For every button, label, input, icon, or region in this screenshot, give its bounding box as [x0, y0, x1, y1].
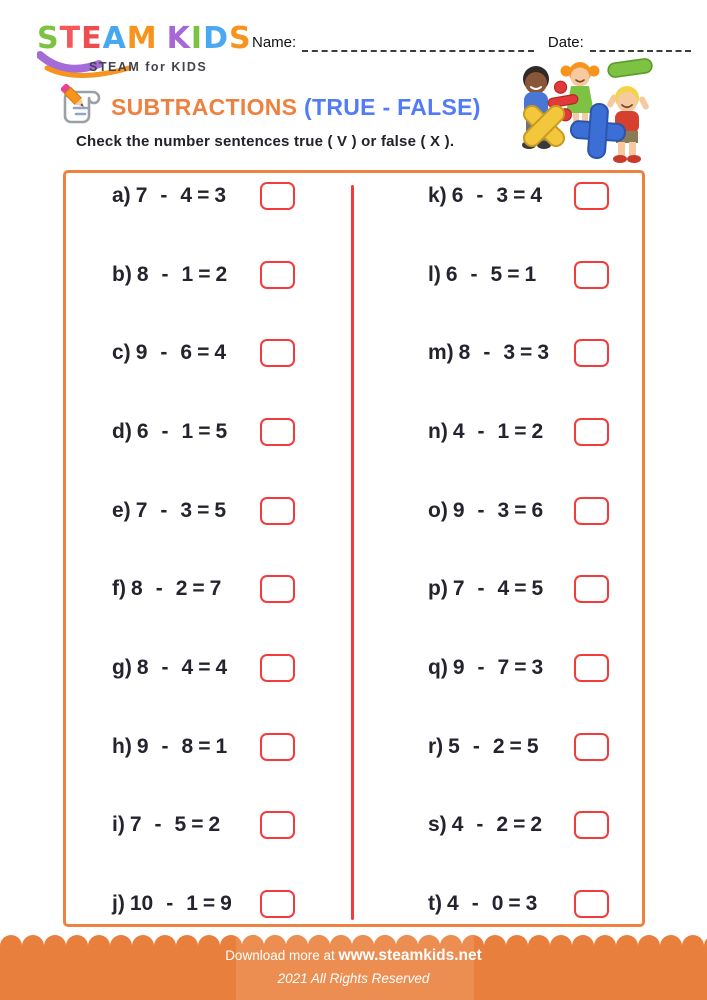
problem-label: n) — [428, 419, 448, 443]
subtrahend: 4 — [180, 184, 193, 207]
minus-sign: - — [161, 262, 169, 286]
minuend: 8 — [131, 577, 143, 601]
equals-sign: = — [198, 419, 211, 443]
logo-letter: T — [59, 21, 82, 56]
minuend: 9 — [135, 341, 148, 365]
problem-label: i) — [112, 813, 125, 837]
page-title — [111, 94, 481, 121]
answer-checkbox[interactable] — [574, 418, 609, 446]
minus-sign: - — [166, 891, 174, 915]
minuend: 5 — [448, 734, 460, 758]
problem-label: l) — [428, 262, 441, 286]
problem-row — [112, 732, 295, 762]
subtrahend: 2 — [496, 813, 509, 837]
equals-sign: = — [514, 655, 527, 679]
problem-row — [428, 653, 609, 683]
answer-checkbox[interactable] — [260, 811, 295, 839]
minuend: 8 — [136, 262, 149, 286]
equals-sign: = — [198, 262, 211, 286]
kids-math-illustration — [513, 58, 655, 165]
subtrahend: 5 — [490, 262, 503, 286]
problem-expression — [112, 263, 227, 287]
problem-expression — [112, 577, 221, 601]
answer-checkbox[interactable] — [260, 575, 295, 603]
subtrahend: 0 — [491, 891, 504, 915]
subtrahend: 4 — [497, 577, 510, 601]
answer-checkbox[interactable] — [260, 182, 295, 210]
minuend: 8 — [136, 655, 149, 679]
stated-result: 2 — [530, 813, 543, 837]
subtrahend: 1 — [181, 262, 194, 286]
stated-result: 6 — [531, 498, 544, 522]
stated-result: 4 — [214, 341, 227, 365]
stated-result: 1 — [524, 262, 537, 286]
problem-expression — [112, 341, 226, 365]
stated-result: 3 — [525, 891, 538, 915]
minuend: 7 — [129, 813, 142, 837]
problem-label: t) — [428, 891, 442, 915]
problem-label: h) — [112, 734, 132, 758]
answer-checkbox[interactable] — [574, 654, 609, 682]
problem-row — [112, 417, 295, 447]
problem-label: j) — [112, 891, 125, 915]
equals-sign: = — [508, 891, 521, 915]
problem-expression — [428, 735, 539, 759]
stated-result: 7 — [209, 577, 222, 601]
minus-sign: - — [483, 341, 491, 365]
equals-sign: = — [520, 341, 533, 365]
logo-wordmark — [37, 21, 252, 56]
minus-sign: - — [477, 577, 485, 601]
minus-sign: - — [155, 577, 163, 601]
stated-result: 2 — [208, 813, 221, 837]
footer-copyright: 2021 All Rights Reserved — [277, 971, 430, 986]
title-suffix: (TRUE - FALSE) — [304, 94, 481, 120]
problem-expression — [112, 184, 226, 208]
problem-label: s) — [428, 813, 447, 837]
stated-result: 1 — [215, 734, 228, 758]
subtrahend: 1 — [186, 891, 198, 915]
minuend: 7 — [135, 498, 148, 522]
stated-result: 2 — [215, 262, 228, 286]
subtrahend: 1 — [497, 419, 510, 443]
equals-sign: = — [507, 262, 520, 286]
subtrahend: 7 — [497, 655, 510, 679]
stated-result: 2 — [531, 419, 544, 443]
minus-sign: - — [470, 262, 478, 286]
minus-sign: - — [477, 498, 485, 522]
equals-sign: = — [514, 419, 527, 443]
answer-checkbox[interactable] — [574, 811, 609, 839]
minus-sign: - — [160, 341, 168, 365]
problem-expression — [112, 499, 226, 523]
problem-expression — [112, 420, 227, 444]
stated-result: 5 — [214, 498, 227, 522]
stated-result: 4 — [215, 655, 228, 679]
logo-letter: A — [102, 21, 127, 56]
logo-subtext: STEAM for KIDS — [89, 60, 208, 74]
equals-sign: = — [197, 184, 210, 207]
logo-letter: I — [190, 21, 204, 56]
steamkids-logo — [37, 21, 252, 74]
title-main: SUBTRACTIONS — [111, 94, 298, 120]
equals-sign: = — [191, 813, 204, 837]
problem-row — [428, 810, 609, 840]
minus-sign: - — [160, 184, 168, 207]
problem-expression — [428, 420, 543, 444]
problem-row — [428, 496, 609, 526]
problem-row — [428, 574, 609, 604]
minus-sign: - — [472, 734, 480, 758]
minus-sign: - — [154, 813, 162, 837]
problem-row — [112, 260, 295, 290]
instruction-text: Check the number sentences true ( V ) or false ( X ). — [76, 133, 455, 150]
stated-result: 5 — [531, 577, 544, 601]
stated-result: 3 — [537, 341, 549, 365]
problem-expression — [428, 656, 543, 680]
problem-expression — [428, 499, 543, 523]
minuend: 8 — [458, 341, 471, 365]
problem-expression — [428, 341, 549, 365]
stated-result: 5 — [526, 734, 539, 758]
answer-checkbox[interactable] — [260, 261, 295, 289]
logo-letter: M — [126, 21, 158, 56]
minus-sign: - — [477, 419, 485, 443]
equals-sign: = — [513, 184, 526, 207]
subtrahend: 3 — [503, 341, 516, 365]
problem-label: p) — [428, 577, 448, 601]
equals-sign: = — [514, 498, 527, 522]
minuend: 9 — [452, 655, 465, 679]
header-fields — [252, 34, 691, 52]
answer-checkbox[interactable] — [260, 418, 295, 446]
answer-checkbox[interactable] — [574, 733, 609, 761]
footer-website-link[interactable]: www.steamkids.net — [338, 947, 482, 964]
answer-checkbox[interactable] — [574, 182, 609, 210]
minus-sign: - — [477, 655, 485, 679]
problem-row — [112, 496, 295, 526]
minus-sign: - — [476, 813, 484, 837]
logo-letter: E — [81, 21, 103, 56]
subtrahend: 5 — [174, 813, 187, 837]
problem-label: k) — [428, 184, 447, 207]
problem-expression — [428, 813, 542, 837]
subtrahend: 8 — [181, 734, 194, 758]
problem-label: o) — [428, 498, 448, 522]
minus-sign: - — [476, 184, 484, 207]
problems-column-right — [428, 181, 609, 919]
stated-result: 3 — [531, 655, 544, 679]
answer-checkbox[interactable] — [260, 654, 295, 682]
answer-checkbox[interactable] — [260, 733, 295, 761]
equals-sign: = — [198, 734, 211, 758]
problem-label: f) — [112, 577, 126, 601]
minus-sign: - — [161, 734, 169, 758]
subtrahend: 4 — [181, 655, 194, 679]
minuend: 4 — [452, 419, 465, 443]
problem-expression — [112, 735, 227, 759]
minuend: 6 — [451, 184, 464, 207]
problem-row — [112, 338, 295, 368]
logo-letter: S — [228, 21, 252, 56]
minuend: 4 — [447, 891, 459, 915]
problem-label: g) — [112, 655, 132, 679]
problem-row — [428, 889, 609, 919]
equals-sign: = — [192, 577, 205, 601]
equals-sign: = — [198, 655, 211, 679]
equals-sign: = — [197, 498, 210, 522]
answer-checkbox[interactable] — [260, 890, 295, 918]
subtrahend: 3 — [496, 184, 509, 207]
problem-label: m) — [428, 341, 454, 365]
minus-sign: - — [161, 655, 169, 679]
problem-label: a) — [112, 184, 131, 207]
subtrahend: 2 — [492, 734, 505, 758]
footer-text — [0, 947, 707, 986]
problem-label: e) — [112, 498, 131, 522]
logo-letter: K — [166, 21, 191, 56]
minuend: 9 — [136, 734, 149, 758]
problem-label: q) — [428, 655, 448, 679]
equals-sign: = — [509, 734, 522, 758]
minuend: 7 — [452, 577, 465, 601]
logo-letter: D — [203, 21, 229, 56]
minus-sign: - — [161, 419, 169, 443]
problem-expression — [428, 184, 542, 208]
answer-checkbox[interactable] — [574, 497, 609, 525]
answer-checkbox[interactable] — [574, 339, 609, 367]
minuend: 9 — [452, 498, 465, 522]
problem-row — [428, 732, 609, 762]
equals-sign: = — [514, 577, 527, 601]
name-field-line[interactable] — [302, 36, 534, 52]
pencil-scroll-icon — [59, 82, 107, 128]
problem-row — [428, 260, 609, 290]
subtrahend: 3 — [180, 498, 193, 522]
subtrahend: 6 — [180, 341, 193, 365]
stated-result: 3 — [214, 184, 227, 207]
minus-sign: - — [160, 498, 168, 522]
stated-result: 5 — [215, 419, 228, 443]
logo-letter: S — [37, 21, 60, 56]
problem-label: r) — [428, 734, 444, 758]
problems-column-left — [112, 181, 295, 919]
minuend: 10 — [129, 891, 154, 915]
minuend: 7 — [135, 184, 148, 207]
problem-row — [112, 810, 295, 840]
column-divider — [351, 185, 354, 920]
equals-sign: = — [197, 341, 210, 365]
problem-expression — [428, 577, 543, 601]
problem-label: d) — [112, 419, 132, 443]
answer-checkbox[interactable] — [260, 497, 295, 525]
answer-checkbox[interactable] — [260, 339, 295, 367]
subtrahend: 2 — [175, 577, 188, 601]
problem-label: c) — [112, 341, 131, 365]
date-field-line[interactable] — [590, 36, 691, 52]
minuend: 6 — [445, 262, 458, 286]
minus-sign: - — [471, 891, 479, 915]
equals-sign: = — [202, 891, 216, 915]
date-label: Date: — [547, 34, 584, 51]
minuend: 4 — [451, 813, 464, 837]
problem-expression — [112, 813, 220, 837]
problem-row — [428, 338, 609, 368]
equals-sign: = — [513, 813, 526, 837]
problem-row — [112, 653, 295, 683]
subtrahend: 3 — [497, 498, 510, 522]
stated-result: 4 — [530, 184, 543, 207]
answer-checkbox[interactable] — [574, 261, 609, 289]
problem-label: b) — [112, 262, 132, 286]
problem-expression — [112, 892, 232, 916]
answer-checkbox[interactable] — [574, 575, 609, 603]
problem-expression — [112, 656, 227, 680]
problem-row — [112, 181, 295, 211]
subtrahend: 1 — [181, 419, 194, 443]
problem-row — [112, 574, 295, 604]
answer-checkbox[interactable] — [574, 890, 609, 918]
problem-expression — [428, 892, 537, 916]
footer-band — [0, 933, 707, 1000]
problem-expression — [428, 263, 536, 287]
problem-row — [428, 181, 609, 211]
problem-row — [112, 889, 295, 919]
minuend: 6 — [136, 419, 149, 443]
footer-download-text: Download more at — [225, 948, 335, 963]
name-label: Name: — [252, 34, 297, 51]
stated-result: 9 — [220, 891, 232, 915]
problem-row — [428, 417, 609, 447]
